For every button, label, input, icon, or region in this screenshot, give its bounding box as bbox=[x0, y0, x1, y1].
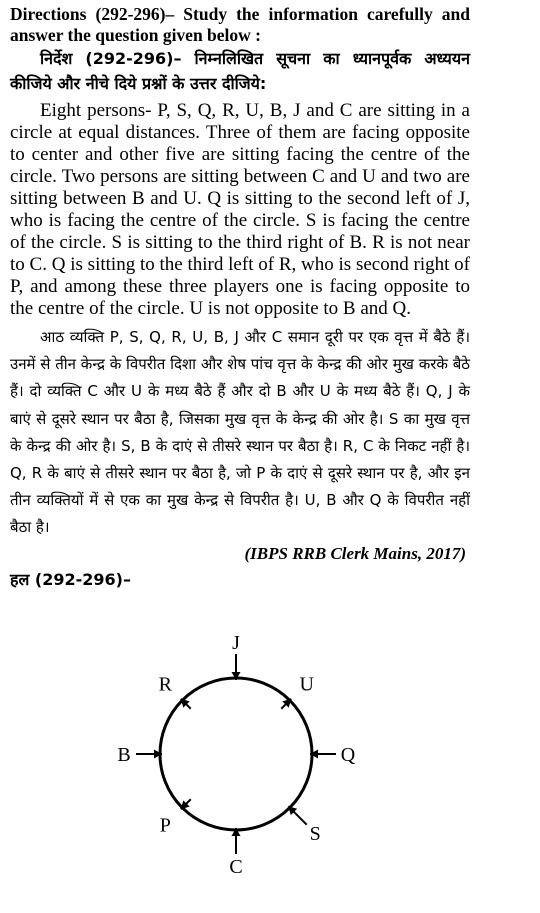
seat-label-p: P bbox=[159, 814, 171, 837]
exam-source: (IBPS RRB Clerk Mains, 2017) bbox=[244, 543, 466, 563]
directions-english: Directions (292-296)– Study the information carefully and answer the question given below : bbox=[10, 4, 470, 45]
seat-label-q: Q bbox=[340, 744, 356, 766]
seat-label-s: S bbox=[309, 823, 321, 846]
seating-diagram bbox=[117, 632, 360, 880]
passage-hindi-text: आठ व्यक्ति P, S, Q, R, U, B, J और C समान दूरी पर एक वृत्त में बैठे हैं। उनमें से तीन केन्द्र के विपरीत दिशा और शेष पांच वृत्त के केन्द्र की ओर मुख करके बैठे हैं। दो व्यक्ति C और U के मध्य बैठे हैं और दो B और U के मध्य बैठे हैं। Q, J के बाएं से दूसरे स्थान पर बैठा है, जिसका मुख वृत्त के केन्द्र की ओर है। S का मुख वृत्त के केन्द्र की ओर है। S, B के दाएं से तीसरे स्थान पर बैठा है। R, C के निकट नहीं है। Q, R के बाएं से तीसरे स्थान पर बैठा है, जो P के दाएं से दूसरे स्थान पर है, और इन तीन व्यक्तियों में से एक का मुख केन्द्र से विपरीत है। U, B और Q के विपरीत नहीं बैठा है। bbox=[10, 328, 470, 537]
passage-hindi bbox=[10, 324, 470, 542]
seat-label-j: J bbox=[232, 632, 240, 654]
seat-label-b: B bbox=[117, 744, 131, 766]
question-page bbox=[10, 4, 470, 590]
directions-hindi-text: निर्देश (292-296)– निम्नलिखित सूचना का ध्यानपूर्वक अध्ययन कीजिये और नीचे दिये प्रश्नों के उत्तर दीजिये: bbox=[10, 49, 470, 93]
seat-label-r: R bbox=[158, 673, 172, 696]
passage-english-text: Eight persons- P, S, Q, R, U, B, J and C are sitting in a circle at equal distances. Three of them are facing opposite to center and other five are sitting facing the centre of the circle. Two persons are sitting between C and U and two are sitting between B and U. Q is sitting to the second left of J, who is facing the centre of the circle. S is facing the centre of the circle. S is sitting to the third right of B. R is not near to C. Q is sitting to the third left of R, who is second right of P, and among these three players one is facing opposite to the centre of the circle. U is not opposite to B and Q. bbox=[10, 100, 470, 319]
seat-label-c: C bbox=[229, 856, 243, 878]
seat-label-u: U bbox=[299, 673, 314, 696]
passage-english bbox=[10, 100, 470, 320]
directions-hindi bbox=[10, 46, 470, 96]
solution-heading: हल (292-296)– bbox=[10, 569, 131, 589]
